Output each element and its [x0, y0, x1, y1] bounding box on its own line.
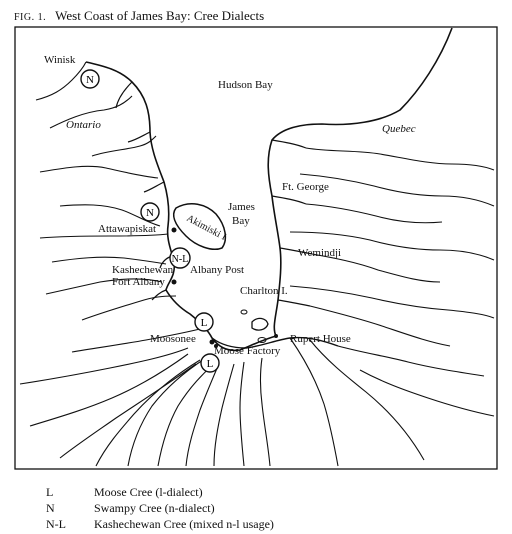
small-island [241, 310, 247, 314]
label-hudson-bay: Hudson Bay [218, 79, 273, 91]
label-albany-post: Albany Post [190, 264, 245, 276]
marker-attawapiskat [141, 203, 159, 221]
legend-text: Kashechewan Cree (mixed n-l usage) [94, 517, 274, 531]
east-coast-bays [272, 140, 312, 306]
legend-text: Swampy Cree (n-dialect) [94, 501, 215, 515]
label-james: James [228, 201, 255, 213]
label-kashechewan: Kashechewan [112, 264, 174, 276]
label-moosonee: Moosonee [150, 333, 196, 345]
label-wemindji: Wemindji [298, 247, 342, 259]
legend-code: N-L [46, 517, 66, 531]
svg-text:L: L [200, 317, 208, 329]
marker-moosonee [195, 313, 213, 331]
svg-text:N: N [146, 207, 154, 219]
label-akimiski: Akimiski I. [184, 212, 230, 245]
label-winisk: Winisk [44, 54, 76, 66]
label-rupert-house: Rupert House [290, 333, 351, 345]
label-bay: Bay [232, 215, 250, 227]
fort-albany-dot [172, 280, 177, 285]
map-legend [46, 484, 274, 532]
map-frame [15, 27, 497, 469]
label-quebec: Quebec [382, 123, 416, 135]
svg-text:N: N [86, 74, 94, 86]
quebec-rivers [290, 148, 494, 466]
figure-title: West Coast of James Bay: Cree Dialects [55, 8, 265, 23]
label-moose-factory: Moose Factory [214, 345, 281, 357]
figure-label: FIG. 1. [14, 12, 47, 23]
label-ft-george: Ft. George [282, 181, 329, 193]
label-fort-albany: Fort Albany [112, 276, 165, 288]
label-attawapiskat: Attawapiskat [98, 223, 157, 235]
legend-text: Moose Cree (l-dialect) [94, 485, 203, 499]
marker-winisk [81, 70, 99, 88]
rupert-house-dot [274, 334, 278, 338]
legend-code: L [46, 485, 54, 499]
legend-row-n-l [46, 516, 274, 532]
legend-code: N [46, 501, 55, 515]
label-charlton: Charlton I. [240, 285, 288, 297]
svg-text:N-L: N-L [171, 254, 189, 265]
charlton-island [252, 318, 268, 330]
legend-row-n [46, 500, 274, 516]
legend-row-l [46, 484, 274, 500]
moosonee-dot [210, 340, 215, 345]
attawapiskat-dot [172, 228, 177, 233]
label-ontario: Ontario [66, 119, 101, 131]
svg-text:L: L [206, 358, 214, 370]
